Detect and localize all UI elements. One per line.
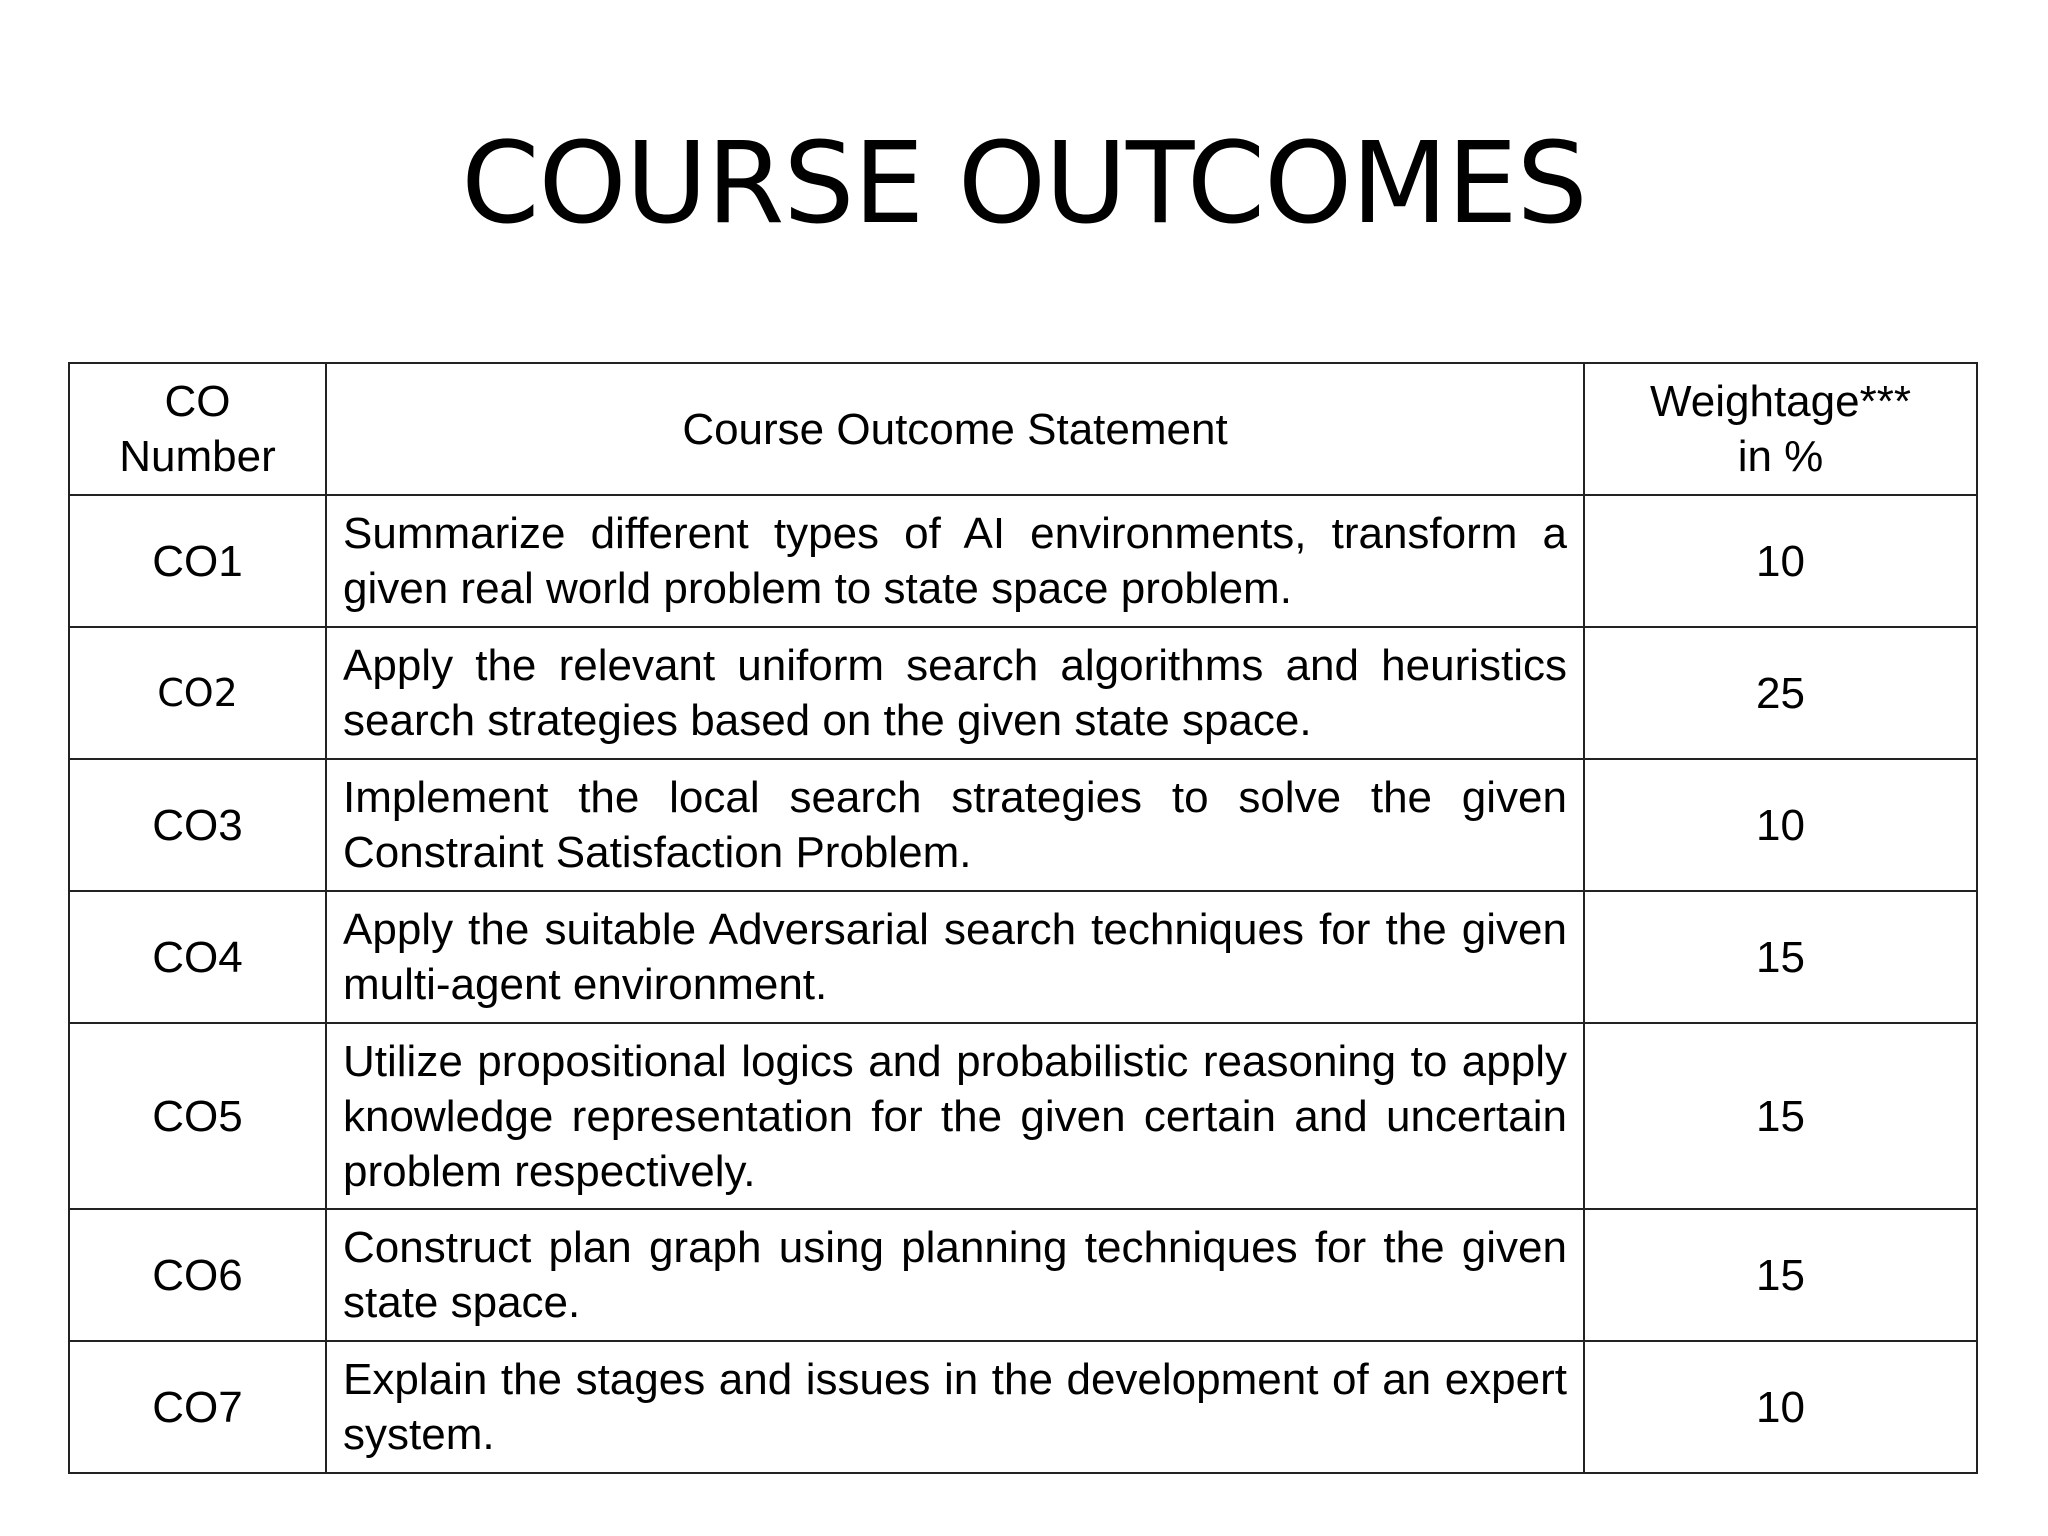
weightage-cell: 10 [1584, 495, 1977, 627]
weightage-cell: 15 [1584, 891, 1977, 1023]
table-row [69, 1209, 1977, 1341]
table-header-row [69, 363, 1977, 495]
weightage-cell: 10 [1584, 759, 1977, 891]
co-number-cell: CO2 [69, 627, 326, 759]
table-row [69, 495, 1977, 627]
weightage-cell: 25 [1584, 627, 1977, 759]
co-number-cell: CO5 [69, 1023, 326, 1209]
header-weightage [1584, 363, 1977, 495]
header-co-number-line1: CO [164, 377, 231, 426]
statement-cell: Summarize different types of AI environments, transform a given real world problem to state space problem. [326, 495, 1584, 627]
co-number-cell: CO4 [69, 891, 326, 1023]
co-number-cell: CO6 [69, 1209, 326, 1341]
co-number-cell: CO7 [69, 1341, 326, 1473]
table-row [69, 1023, 1977, 1209]
statement-cell: Apply the suitable Adversarial search techniques for the given multi-agent environment. [326, 891, 1584, 1023]
table-row [69, 627, 1977, 759]
weightage-cell: 15 [1584, 1209, 1977, 1341]
table-row [69, 891, 1977, 1023]
course-outcomes-table [68, 362, 1978, 1474]
statement-cell: Apply the relevant uniform search algorithms and heuristics search strategies based on the given state space. [326, 627, 1584, 759]
header-co-number [69, 363, 326, 495]
header-weightage-line2: in % [1737, 432, 1824, 481]
weightage-cell: 10 [1584, 1341, 1977, 1473]
weightage-cell: 15 [1584, 1023, 1977, 1209]
header-co-number-line2: Number [119, 432, 276, 481]
co-number-cell: CO1 [69, 495, 326, 627]
statement-cell: Utilize propositional logics and probabilistic reasoning to apply knowledge representation for the given certain and uncertain problem respectively. [326, 1023, 1584, 1209]
page-title: COURSE OUTCOMES [461, 119, 1587, 249]
statement-cell: Construct plan graph using planning techniques for the given state space. [326, 1209, 1584, 1341]
header-weightage-line1: Weightage*** [1650, 377, 1911, 426]
co-number-cell: CO3 [69, 759, 326, 891]
statement-cell: Explain the stages and issues in the development of an expert system. [326, 1341, 1584, 1473]
statement-cell: Implement the local search strategies to solve the given Constraint Satisfaction Problem. [326, 759, 1584, 891]
table-row [69, 759, 1977, 891]
header-statement: Course Outcome Statement [326, 363, 1584, 495]
table-row [69, 1341, 1977, 1473]
